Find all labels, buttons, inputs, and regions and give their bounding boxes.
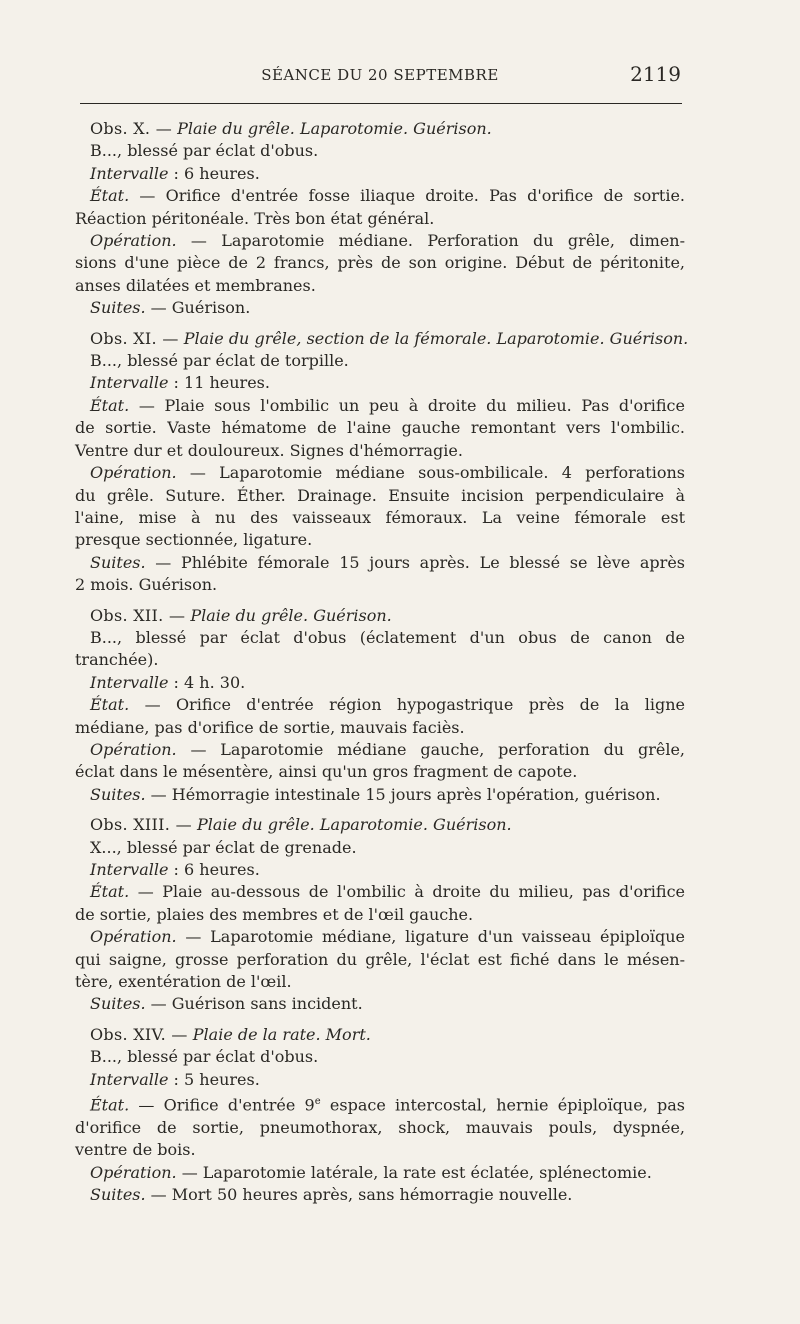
operation-line: Opération. — Laparotomie médiane, ligature d'un vaisseau épiploïque <box>90 927 685 947</box>
patient-line: B..., blessé par éclat d'obus (éclatement d'un obus de canon de <box>90 627 685 647</box>
intervalle-line: Intervalle : 6 heures. <box>90 860 260 879</box>
etat-line: ventre de bois. <box>75 1140 196 1160</box>
etat-line: État. — Plaie au-dessous de l'ombilic à droite du milieu, pas d'orifice <box>90 882 686 902</box>
operation-line: anses dilatées et membranes. <box>75 275 316 295</box>
patient-line: B..., blessé par éclat de torpille. <box>90 351 349 371</box>
observation-xi <box>75 328 689 597</box>
observation-title: Plaie du grêle. Laparotomie. Guérison. <box>196 815 512 835</box>
operation-line: Opération. — Laparotomie médiane gauche, perforation du grêle, <box>90 739 685 759</box>
observation-heading: Obs. XI. — Plaie du grêle, section de la fémorale. Laparotomie. Guérison. <box>90 328 689 348</box>
operation-line: sions d'une pièce de 2 francs, près de son origine. Début de péritonite, <box>75 253 685 273</box>
etat-line: médiane, pas d'orifice de sortie, mauvais faciès. <box>75 717 465 737</box>
etat-line: État. — Plaie sous l'ombilic un peu à droite du milieu. Pas d'orifice <box>90 395 685 415</box>
observation-title: Plaie du grêle. Laparotomie. Guérison. <box>177 119 492 138</box>
etat-line: Réaction péritonéale. Très bon état général. <box>75 208 435 228</box>
observation-title: Plaie du grêle. Guérison. <box>190 605 392 625</box>
observation-xiii <box>75 814 685 1016</box>
operation-line: éclat dans le mésentère, ainsi qu'un gros fragment de capote. <box>75 762 578 782</box>
operation-line: Opération. — Laparotomie médiane. Perforation du grêle, dimen- <box>90 231 685 251</box>
suites-line: Suites. — Phlébite fémorale 15 jours après. Le blessé se lève après <box>90 552 685 572</box>
suites-line: Suites. — Mort 50 heures après, sans hémorragie nouvelle. <box>90 1185 573 1205</box>
operation-line: l'aine, mise à nu des vaisseaux fémoraux. La veine fémorale est <box>75 507 685 527</box>
intervalle-line: Intervalle : 6 heures. <box>90 163 260 183</box>
intervalle-line: Intervalle : 5 heures. <box>90 1069 260 1089</box>
observation-title: Plaie de la rate. Mort. <box>192 1024 371 1044</box>
observation-xii <box>75 605 685 807</box>
suites-line: Suites. — Hémorragie intestinale 15 jours après l'opération, guérison. <box>90 784 661 804</box>
etat-line: de sortie. Vaste hématome de l'aine gauche remontant vers l'ombilic. <box>75 418 685 438</box>
observation-x <box>75 118 685 320</box>
observation-heading: Obs. XIV. — Plaie de la rate. Mort. <box>90 1024 371 1044</box>
suites-line: Suites. — Guérison. <box>90 298 251 318</box>
operation-line: du grêle. Suture. Éther. Drainage. Ensuite incision perpendiculaire à <box>75 485 685 505</box>
operation-line: Opération. — Laparotomie latérale, la rate est éclatée, splénectomie. <box>90 1162 652 1182</box>
page-number: 2119 <box>630 62 681 86</box>
intervalle-line: Intervalle : 4 h. 30. <box>90 672 246 692</box>
etat-line: Ventre dur et douloureux. Signes d'hémorragie. <box>75 440 463 460</box>
observation-heading: Obs. XIII. — Plaie du grêle. Laparotomie. Guérison. <box>90 815 512 835</box>
patient-line: tranchée). <box>75 650 159 670</box>
patient-line: B..., blessé par éclat d'obus. <box>90 1047 319 1067</box>
page-header <box>75 64 685 88</box>
suites-line: Suites. — Guérison sans incident. <box>90 994 363 1014</box>
etat-line: de sortie, plaies des membres et de l'œil gauche. <box>75 904 474 924</box>
running-title: SÉANCE DU 20 SEPTEMBRE <box>261 66 499 84</box>
patient-line: B..., blessé par éclat d'obus. <box>90 141 319 161</box>
observation-title: Plaie du grêle, section de la fémorale. Laparotomie. Guérison. <box>183 328 689 348</box>
patient-line: X..., blessé par éclat de grenade. <box>90 837 357 857</box>
header-rule <box>80 103 682 104</box>
observation-xiv <box>75 1024 685 1207</box>
observation-heading: Obs. X. — Plaie du grêle. Laparotomie. Guérison. <box>90 119 492 138</box>
operation-line: tère, exentération de l'œil. <box>75 972 292 992</box>
etat-line: d'orifice de sortie, pneumothorax, shock, mauvais pouls, dyspnée, <box>75 1117 685 1137</box>
etat-line: État. — Orifice d'entrée 9e espace intercostal, hernie épiploïque, pas <box>90 1095 686 1115</box>
suites-line: 2 mois. Guérison. <box>75 575 218 595</box>
page-body <box>75 118 689 1214</box>
operation-line: presque sectionnée, ligature. <box>75 530 313 550</box>
etat-line: État. — Orifice d'entrée région hypogastrique près de la ligne <box>90 695 686 715</box>
operation-line: qui saigne, grosse perforation du grêle, l'éclat est fiché dans le mésen- <box>75 949 685 969</box>
observation-heading: Obs. XII. — Plaie du grêle. Guérison. <box>90 605 392 625</box>
etat-line: État. — Orifice d'entrée fosse iliaque droite. Pas d'orifice de sortie. <box>90 186 685 206</box>
intervalle-line: Intervalle : 11 heures. <box>90 373 270 393</box>
operation-line: Opération. — Laparotomie médiane sous-ombilicale. 4 perforations <box>90 463 685 483</box>
